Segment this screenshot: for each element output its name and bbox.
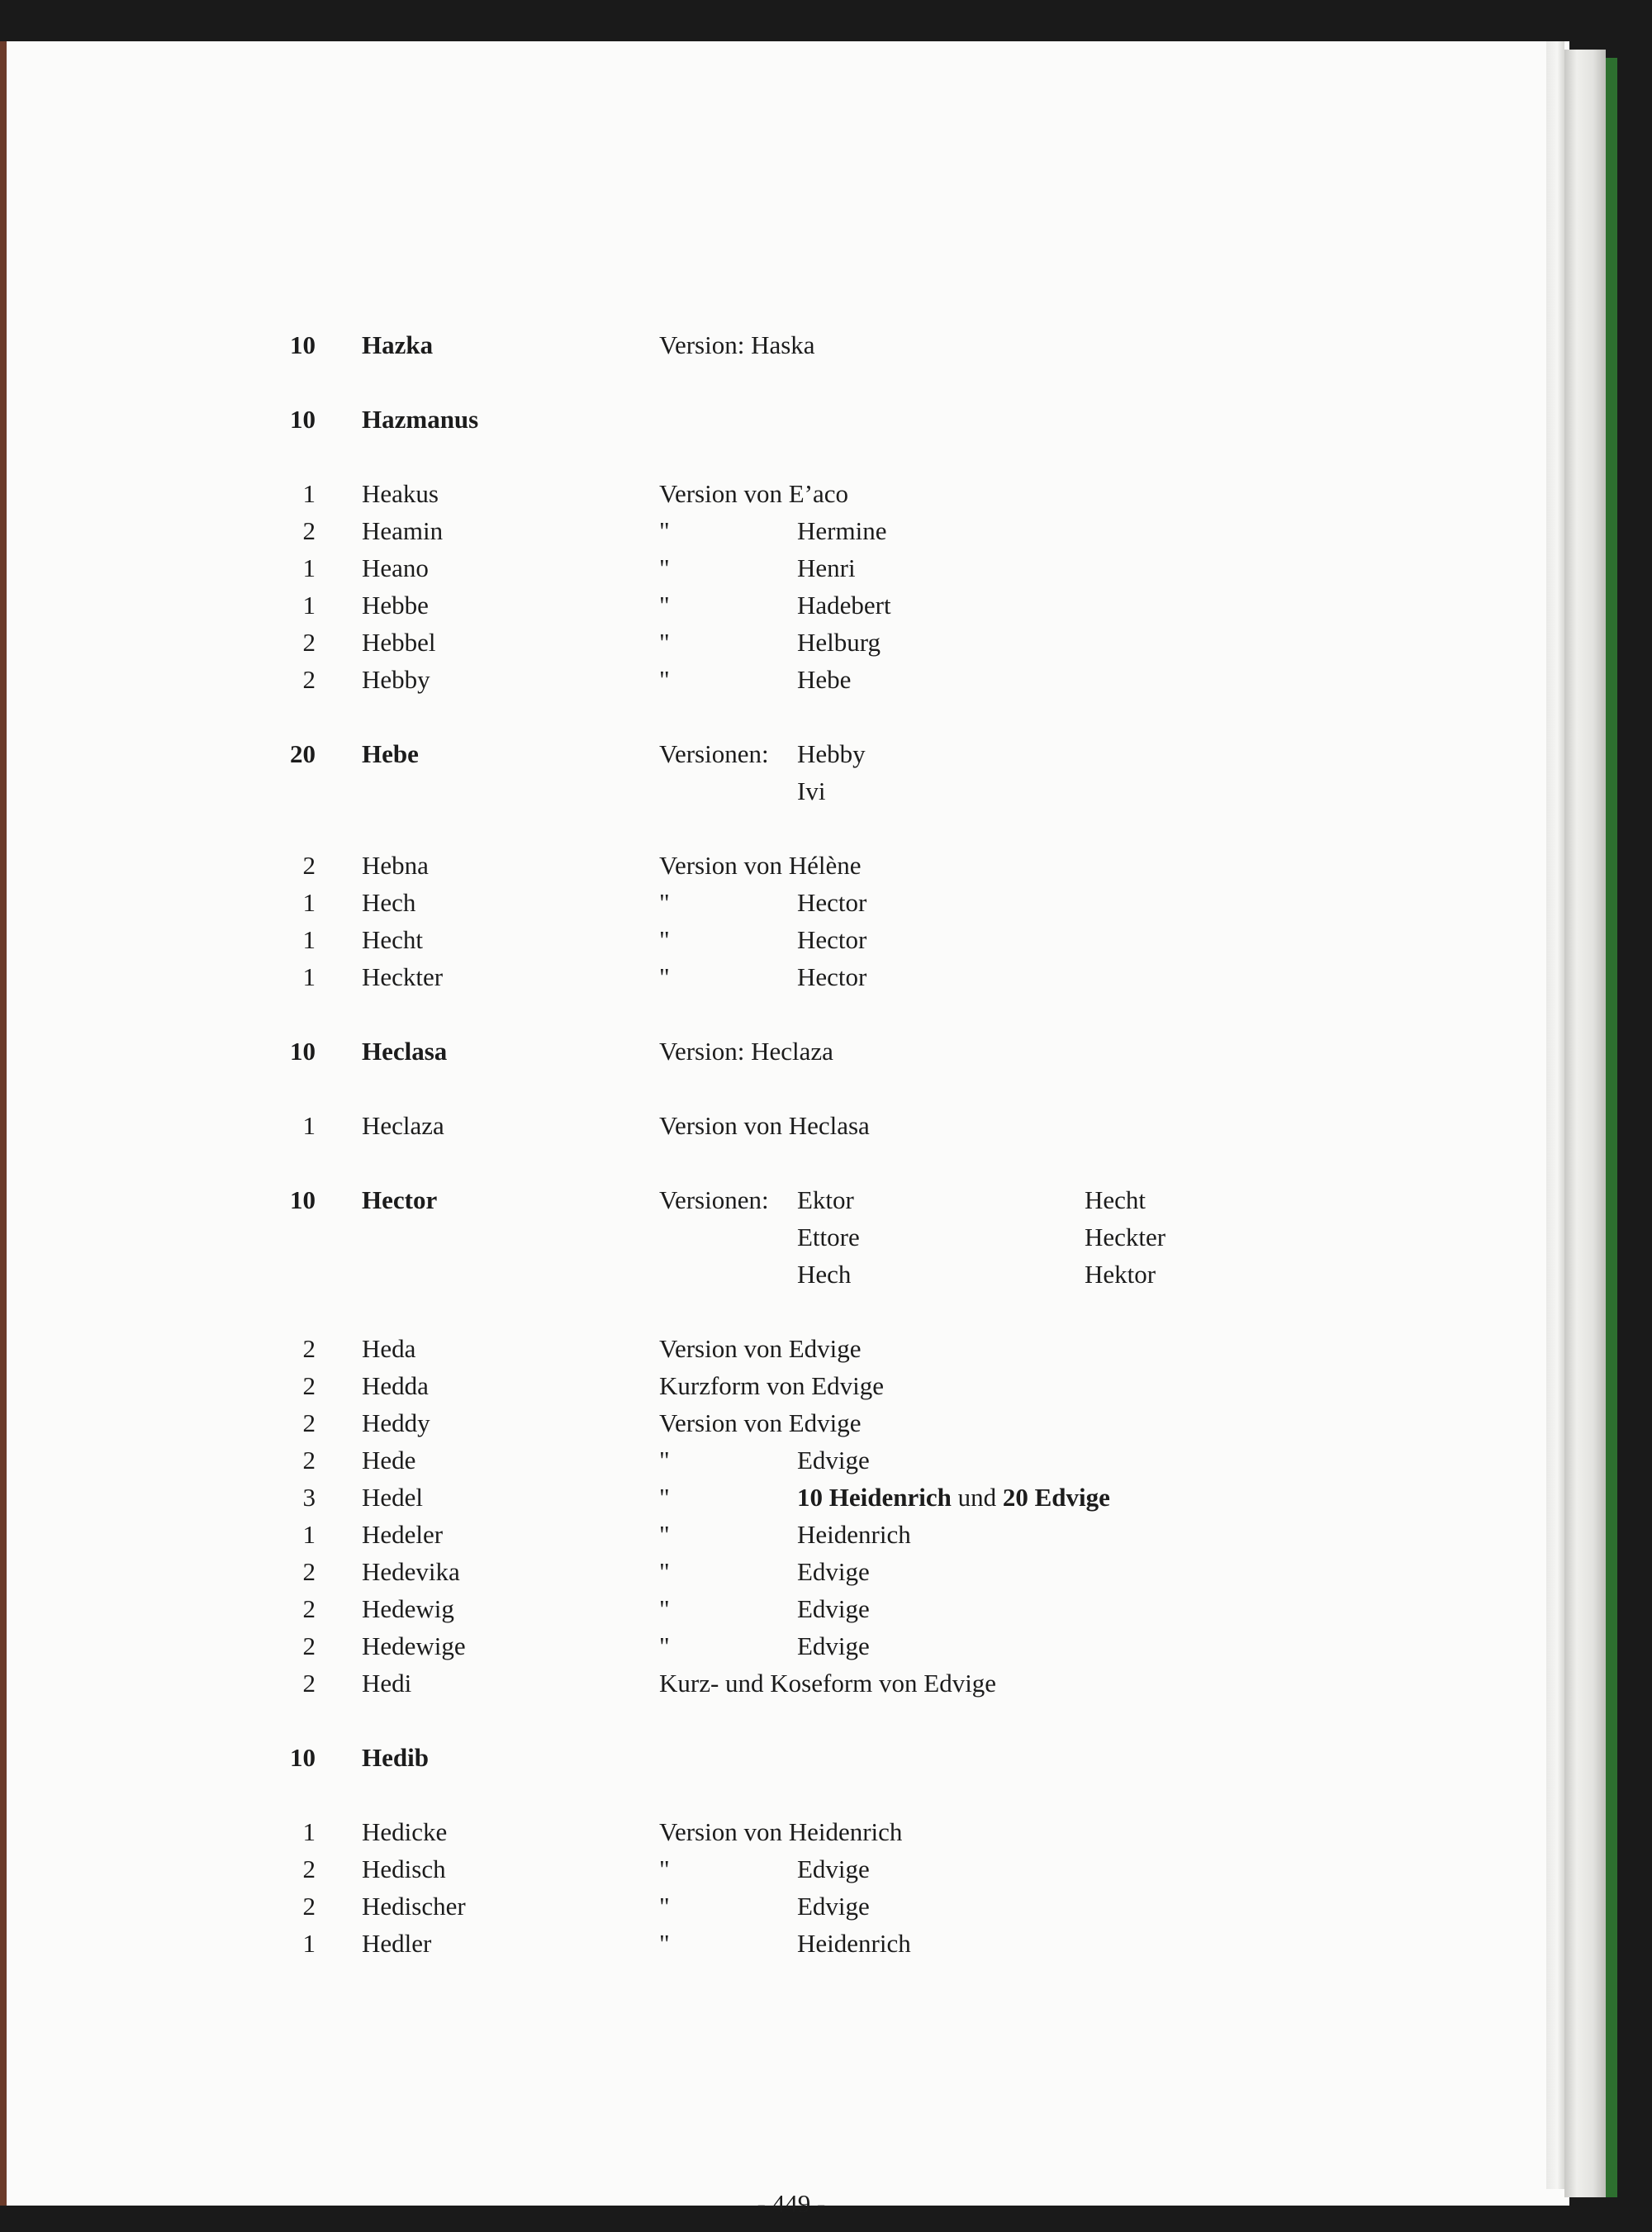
entry-reference: Hadebert [797, 591, 891, 620]
entry-description: Version von Hélène [659, 851, 862, 880]
entry-count: 1 [302, 1929, 316, 1958]
entry-reference: Edvige [797, 1631, 870, 1660]
list-item [279, 1594, 1386, 1631]
entry-name: Hedewige [362, 1631, 466, 1660]
entry-name: Hedischer [362, 1892, 466, 1921]
entry-name: Hebna [362, 851, 429, 880]
entry-name: Heclaza [362, 1111, 444, 1140]
entry-name: Hedewig [362, 1594, 454, 1623]
entry-name: Hech [362, 888, 416, 917]
entry-reference: Heidenrich [797, 1929, 911, 1958]
entry-count: 2 [302, 1892, 316, 1921]
list-item [279, 739, 1386, 776]
entry-name: Hazmanus [362, 405, 479, 434]
entry-description: " [659, 1557, 670, 1586]
entry-count: 1 [302, 888, 316, 917]
list-item [279, 1817, 1386, 1854]
entry-count: 2 [302, 1334, 316, 1363]
entry-count: 2 [302, 1446, 316, 1475]
list-item [279, 1371, 1386, 1408]
entry-description: Version von Heidenrich [659, 1817, 903, 1846]
entry-reference: Edvige [797, 1446, 870, 1475]
entry-reference: Hebe [797, 665, 852, 694]
list-item [279, 1111, 1386, 1147]
entry-reference: Ektor [797, 1185, 854, 1214]
entry-reference: Helburg [797, 628, 881, 657]
book-page-stack [1564, 50, 1606, 2197]
entry-description: Versionen: [659, 1185, 769, 1214]
entry-reference-extra: Heckter [1085, 1223, 1166, 1251]
entry-reference: Henri [797, 553, 856, 582]
entry-count: 10 [290, 1037, 316, 1066]
entry-reference: Hech [797, 1260, 852, 1289]
entry-count: 2 [302, 1371, 316, 1400]
entry-description: " [659, 888, 670, 917]
entry-name: Hedevika [362, 1557, 460, 1586]
entry-count: 1 [302, 479, 316, 508]
entry-description: " [659, 1483, 670, 1512]
entry-name: Heda [362, 1334, 416, 1363]
entry-reference: Edvige [797, 1892, 870, 1921]
entry-description: " [659, 1446, 670, 1475]
entry-count: 1 [302, 962, 316, 991]
entry-reference: Hebby [797, 739, 866, 768]
entry-count: 2 [302, 1408, 316, 1437]
entry-description: " [659, 925, 670, 954]
list-item [279, 1631, 1386, 1668]
entry-name: Hedler [362, 1929, 432, 1958]
entry-name: Heclasa [362, 1037, 448, 1066]
list-item [279, 888, 1386, 924]
entry-reference: Hermine [797, 516, 887, 545]
entry-description: Kurzform von Edvige [659, 1371, 885, 1400]
entry-name: Hedisch [362, 1854, 446, 1883]
entry-name: Hedib [362, 1743, 429, 1772]
entry-count: 2 [302, 628, 316, 657]
entry-description: Version: Heclaza [659, 1037, 833, 1066]
entry-count: 10 [290, 1185, 316, 1214]
entry-description: " [659, 1594, 670, 1623]
list-item [279, 776, 1386, 813]
entry-count: 1 [302, 1817, 316, 1846]
entry-name: Hecht [362, 925, 424, 954]
entry-count: 1 [302, 591, 316, 620]
list-item [279, 1334, 1386, 1370]
entry-count: 2 [302, 516, 316, 545]
entry-name: Hedeler [362, 1520, 444, 1549]
book-cover-edge [1606, 58, 1617, 2197]
entry-name: Heano [362, 553, 429, 582]
entry-count: 10 [290, 1743, 316, 1772]
entry-count: 1 [302, 1111, 316, 1140]
entry-count: 10 [290, 330, 316, 359]
entry-description: " [659, 1892, 670, 1921]
list-item [279, 1483, 1386, 1519]
list-item [279, 405, 1386, 441]
entry-count: 2 [302, 665, 316, 694]
entry-description: " [659, 591, 670, 620]
entry-name: Hebbel [362, 628, 436, 657]
list-item [279, 1892, 1386, 1928]
entry-count: 1 [302, 553, 316, 582]
entry-description: " [659, 1631, 670, 1660]
entry-count: 20 [290, 739, 316, 768]
entry-count: 2 [302, 1557, 316, 1586]
entry-description: " [659, 1854, 670, 1883]
list-item [279, 1185, 1386, 1222]
entry-name: Heddy [362, 1408, 430, 1437]
list-item [279, 1223, 1386, 1259]
entry-reference: Edvige [797, 1557, 870, 1586]
list-item [279, 925, 1386, 962]
entry-count: 1 [302, 1520, 316, 1549]
list-item [279, 1260, 1386, 1296]
entry-description: " [659, 1520, 670, 1549]
entry-count: 10 [290, 405, 316, 434]
list-item [279, 553, 1386, 590]
list-item [279, 628, 1386, 664]
list-item [279, 962, 1386, 999]
page-number: - 449 - [757, 2189, 826, 2218]
list-item [279, 1446, 1386, 1482]
entry-description: Version von E’aco [659, 479, 848, 508]
list-item [279, 1037, 1386, 1073]
list-item [279, 1408, 1386, 1445]
entry-reference: Ivi [797, 776, 826, 805]
list-item [279, 665, 1386, 701]
entry-name: Hedda [362, 1371, 429, 1400]
list-item [279, 1743, 1386, 1779]
entry-description: " [659, 516, 670, 545]
name-list [279, 330, 1386, 2024]
entry-count: 2 [302, 1854, 316, 1883]
entry-count: 2 [302, 1594, 316, 1623]
list-item [279, 1854, 1386, 1891]
entry-count: 1 [302, 925, 316, 954]
entry-count: 3 [302, 1483, 316, 1512]
entry-description: " [659, 1929, 670, 1958]
entry-name: Hazka [362, 330, 434, 359]
entry-description: " [659, 665, 670, 694]
list-item [279, 1557, 1386, 1593]
entry-reference: Hector [797, 888, 867, 917]
entry-name: Heakus [362, 479, 439, 508]
entry-name: Hebbe [362, 591, 429, 620]
entry-reference: Hector [797, 962, 867, 991]
entry-description: Versionen: [659, 739, 769, 768]
entry-reference: Edvige [797, 1594, 870, 1623]
page-edge [1546, 41, 1564, 2189]
list-item [279, 1520, 1386, 1556]
entry-count: 2 [302, 1669, 316, 1698]
list-item [279, 851, 1386, 887]
list-item [279, 330, 1386, 367]
entry-description: " [659, 553, 670, 582]
entry-description: Kurz- und Koseform von Edvige [659, 1669, 997, 1698]
entry-description: " [659, 628, 670, 657]
entry-reference-extra: Hektor [1085, 1260, 1156, 1289]
entry-reference: Ettore [797, 1223, 860, 1251]
list-item [279, 479, 1386, 515]
book-page [0, 41, 1569, 2218]
entry-name: Hebe [362, 739, 419, 768]
entry-reference-extra: Hecht [1085, 1185, 1146, 1214]
entry-name: Hector [362, 1185, 438, 1214]
entry-reference: Edvige [797, 1854, 870, 1883]
entry-description: Version: Haska [659, 330, 815, 359]
entry-reference: Heidenrich [797, 1520, 911, 1549]
entry-count: 2 [302, 851, 316, 880]
entry-name: Hedi [362, 1669, 412, 1698]
entry-reference: Hector [797, 925, 867, 954]
list-item [279, 516, 1386, 553]
entry-reference: 10 Heidenrich und 20 Edvige [797, 1483, 1110, 1512]
entry-name: Heamin [362, 516, 444, 545]
entry-description: Version von Edvige [659, 1408, 862, 1437]
entry-name: Heckter [362, 962, 444, 991]
list-item [279, 1929, 1386, 1965]
entry-description: Version von Heclasa [659, 1111, 870, 1140]
entry-name: Hedel [362, 1483, 424, 1512]
entry-name: Hede [362, 1446, 416, 1475]
entry-name: Hebby [362, 665, 430, 694]
entry-name: Hedicke [362, 1817, 448, 1846]
list-item [279, 1669, 1386, 1705]
entry-description: " [659, 962, 670, 991]
entry-description: Version von Edvige [659, 1334, 862, 1363]
entry-count: 2 [302, 1631, 316, 1660]
list-item [279, 591, 1386, 627]
